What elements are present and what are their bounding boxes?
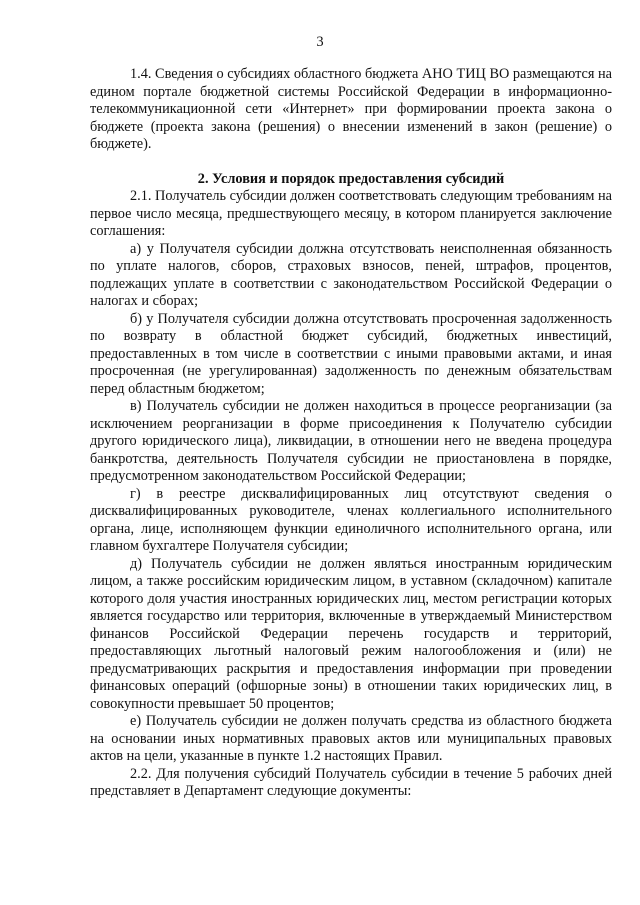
paragraph-2-1-e: е) Получатель субсидии не должен получать средства из областного бюджета на основании иных нормативных правовых актов или муниципальных правовых актов на цели, указанные в пункте 1.2 настоящих Правил. [90, 713, 612, 764]
paragraph-2-1: 2.1. Получатель субсидии должен соответствовать следующим требованиям на первое число месяца, предшествующего месяцу, в котором планируется заключение соглашения: [90, 188, 612, 239]
paragraph-2-1-b: б) у Получателя субсидии должна отсутствовать просроченная задолженность по возврату в областной бюджет субсидий, бюджетных инвестиций, предоставленных в том числе в соответствии с иными правовыми актами, и иная просроченная (не урегулированная) задолженность по денежным обязательствам перед областным бюджетом; [90, 310, 612, 397]
document-body [90, 66, 612, 801]
page-number: 3 [316, 34, 324, 50]
paragraph-2-1-g: г) в реестре дисквалифицированных лиц отсутствуют сведения о дисквалифицированных руководителе, членах коллегиального исполнительного органа, лице, исполняющем функции единоличного исполнительного органа, или главном бухгалтере Получателя субсидии; [90, 485, 612, 554]
paragraph-2-2: 2.2. Для получения субсидий Получатель субсидии в течение 5 рабочих дней представляет в Департамент следующие документы: [90, 765, 612, 799]
paragraph-1-4: 1.4. Сведения о субсидиях областного бюджета АНО ТИЦ ВО размещаются на едином портале бюджетной системы Российской Федерации в информационно-телекоммуникационной сети «Интернет» при формировании проекта закона о бюджете (проекта закона (решения) о внесении изменений в закон (решение) о бюджете). [90, 66, 612, 152]
section-heading: 2. Условия и порядок предоставления субсидий [197, 170, 505, 187]
paragraph-2-1-d: д) Получатель субсидии не должен являться иностранным юридическим лицом, а также российским юридическим лицом, в уставном (складочном) капитале которого доля участия иностранных юридических лиц, местом регистрации которых является государство или территория, включенные в утверждаемый Министерством финансов Российской Федерации перечень государств и территорий, предоставляющих льготный налоговый режим налогообложения и (или) не предусматривающих раскрытия и предоставления информации при проведении финансовых операций (офшорные зоны) в отношении таких юридических лиц, в совокупности превышает 50 процентов; [90, 555, 612, 712]
paragraph-2-1-a: а) у Получателя субсидии должна отсутствовать неисполненная обязанность по уплате налогов, сборов, страховых взносов, пеней, штрафов, процентов, подлежащих уплате в соответствии с законодательством Российской Федерации о налогах и сборах; [90, 240, 612, 309]
paragraph-2-1-v: в) Получатель субсидии не должен находиться в процессе реорганизации (за исключением реорганизации в форме присоединения к Получателю субсидии другого юридического лица), ликвидации, в отношении него не введена процедура банкротства, деятельность Получателя субсидии не приостановлена в порядке, предусмотренном законодательством Российской Федерации; [90, 398, 612, 484]
